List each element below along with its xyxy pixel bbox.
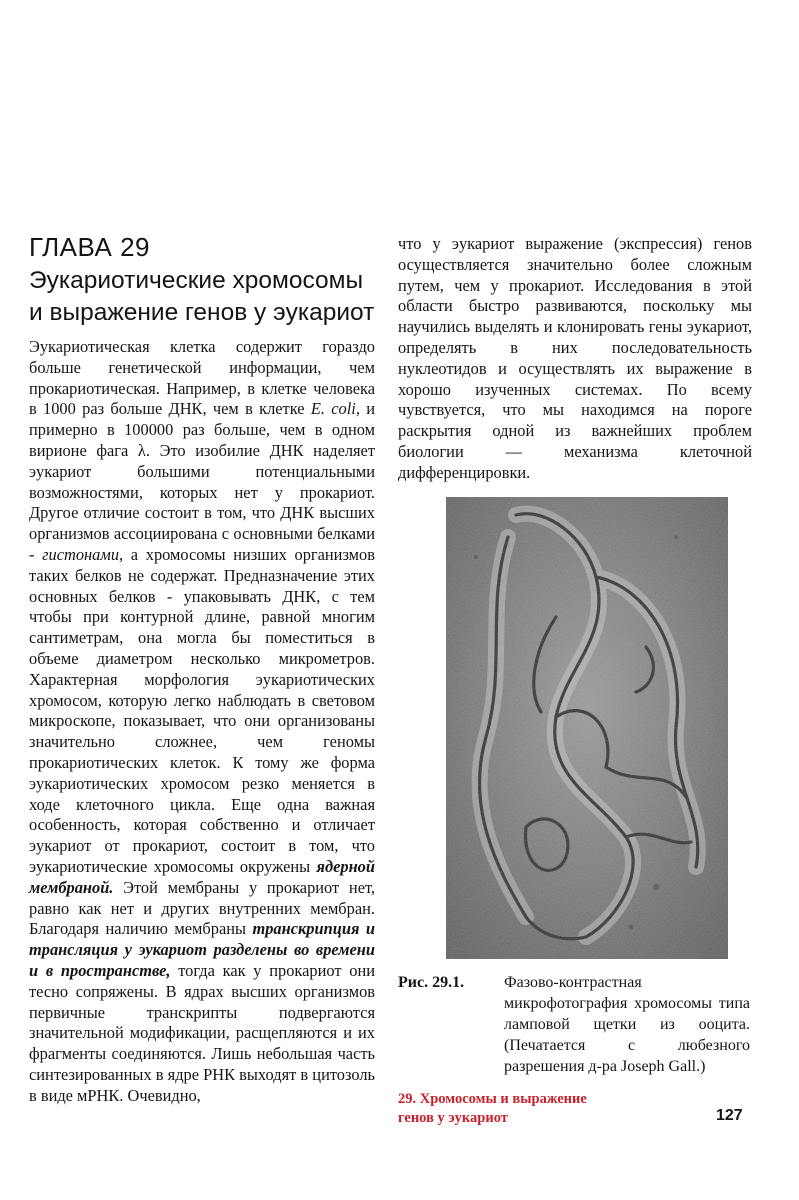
running-head (398, 1090, 658, 1128)
micrograph-image (446, 497, 728, 959)
figure-micrograph (446, 497, 728, 959)
left-column (29, 232, 375, 1106)
running-head-line-2: генов у эукариот (398, 1110, 508, 1126)
figure-label: Рис. 29.1. (398, 974, 465, 991)
right-column (398, 234, 752, 484)
chapter-title: Эукариотические хромосомы и выражение генов у эукариот (29, 267, 375, 326)
running-head-line-1: 29. Хромосомы и выражение (398, 1091, 587, 1107)
figure-caption (398, 972, 750, 1077)
page-number: 127 (716, 1107, 743, 1124)
text-run: Эукариотическая клетка содержит гораздо больше генетической информации, чем прокариотическая. Например, в клетке человека в 1000 раз больше ДНК, чем в клетке (29, 337, 375, 419)
body-paragraph-right: что у эукариот выражение (экспрессия) генов осуществляется значительно более сложным путем, чем у прокариот. Исследования в этой области быстро развиваются, поскольку мы научились выделять и клонировать гены эукариот, определять в них последовательность нуклеотидов и осуществлять их выражение в хорошо изученных системах. По всему чувствуется, что мы находимся на пороге раскрытия одной из важнейших проблем биологии — механизма клеточной дифференцировки. (398, 234, 752, 482)
text-run: Этой мембраны у прокариот нет, равно как нет и других внутренних мембран. Благодаря наличию мембраны (29, 877, 375, 939)
chapter-label: ГЛАВА 29 (29, 232, 150, 262)
text-run: тогда как у прокариот они тесно сопряжены. В ядрах высших организмов первичные транскрипты подвергаются значительной модификации, расщепляются и их фрагменты соединяются. Лишь небольшая часть синтезированных в ядре РНК выходят в цитозоль в виде мРНК. Очевидно, (29, 960, 375, 1105)
italic-term-ecoli: E. coli, (310, 399, 360, 419)
italic-term-nuclear-membrane: ядерной мембраной. (29, 856, 375, 897)
figure-caption-text: Фазово-контрастная микрофотография хромосомы типа ламповой щетки из ооцита. (Печатается с любезного разрешения д-ра Joseph Gall.) (504, 974, 750, 1075)
body-paragraph-left (29, 337, 375, 1106)
italic-term-histones: гистонами, (42, 544, 124, 564)
emphasis-transcription: транскрипция и трансляция у эукариот разделены во времени и в пространстве, (29, 919, 375, 980)
text-run: а хромосомы низших организмов таких белков не содержат. Предназначение этих основных белков - упаковывать ДНК, с тем чтобы при контурной длине, равной многим сантиметрам, она могла бы поместиться в объеме диаметром несколько микрометров. Характерная морфология эукариотических хромосом, которую легко наблюдать в световом микроскопе, показывает, что они организованы значительно сложнее, чем геномы прокариотических клеток. К тому же форма эукариотических хромосом резко меняется в ходе клеточного цикла. Еще одна важная особенность, которая собственно и отличает эукариот от прокариот, состоит в том, что эукариотические хромосомы окружены (29, 544, 375, 876)
text-run: и примерно в 100000 раз больше, чем в одном вирионе фага λ. Это изобилие ДНК наделяет эукариот большими потенциальными возможностями, которых нет у прокариот. Другое отличие состоит в том, что ДНК высших организмов ассоциирована с основными белками - (29, 399, 375, 564)
